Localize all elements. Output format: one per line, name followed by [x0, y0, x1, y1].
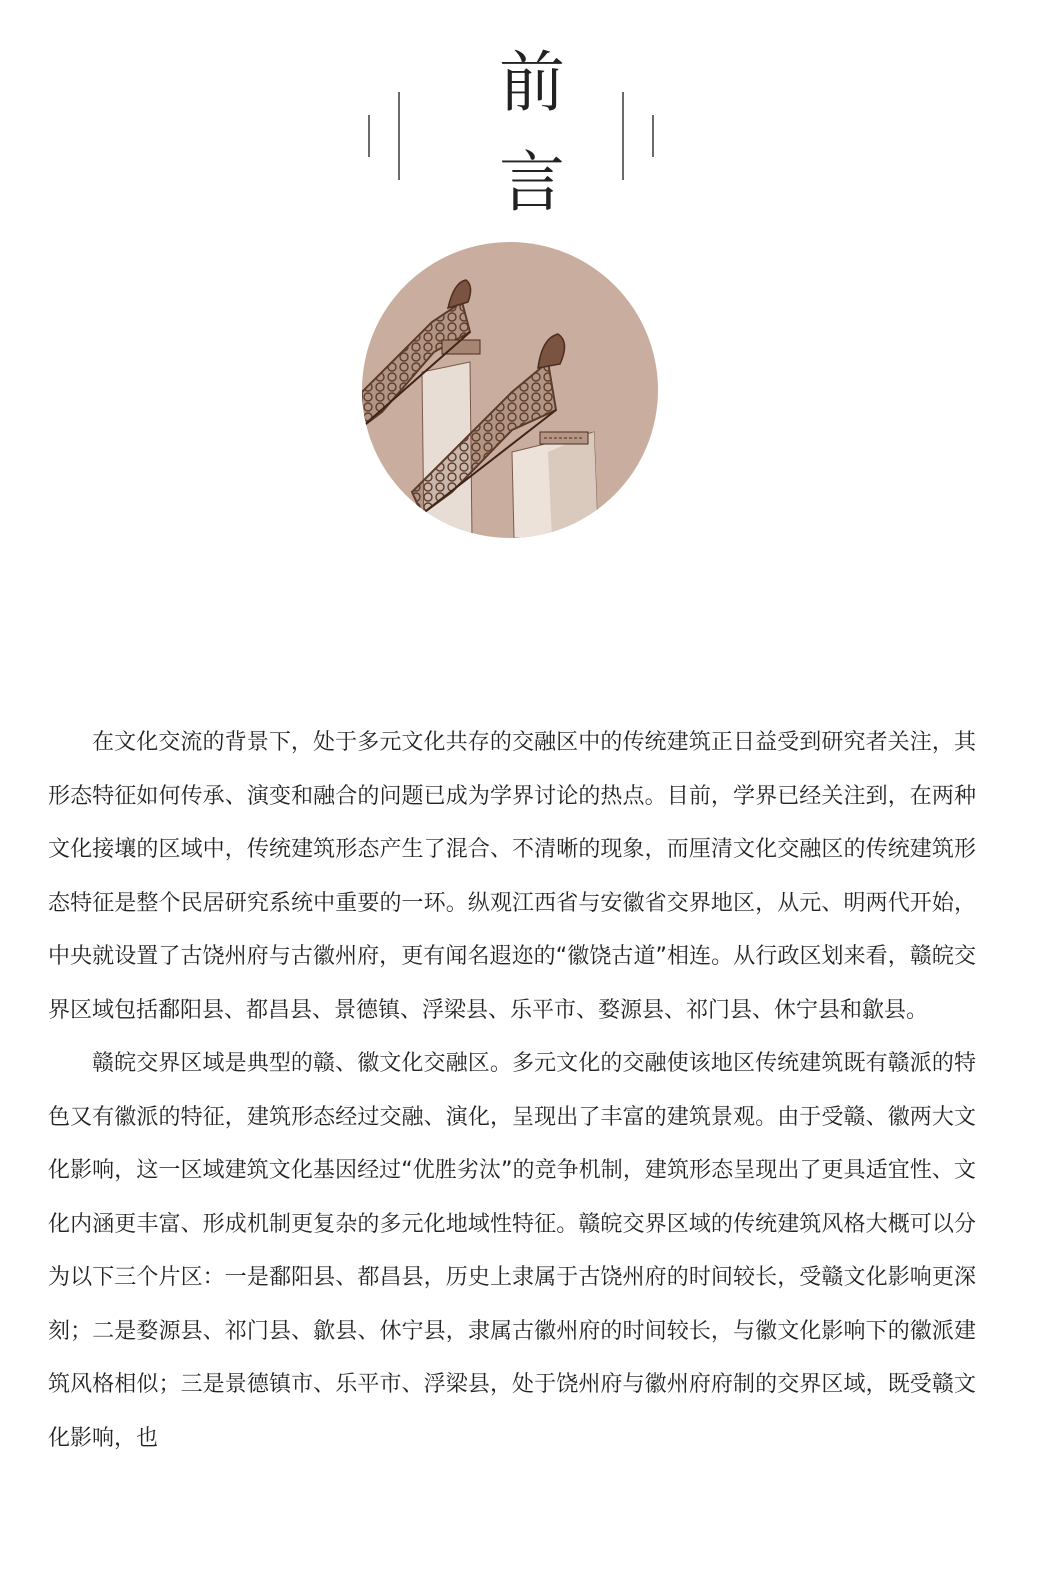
paragraph-2: 赣皖交界区域是典型的赣、徽文化交融区。多元文化的交融使该地区传统建筑既有赣派的特色又有徽派的特征，建筑形态经过交融、演化，呈现出了丰富的建筑景观。由于受赣、徽两大文化影响，这一区域建筑文化基因经过“优胜劣汰”的竞争机制，建筑形态呈现出了更具适宜性、文化内涵更丰富、形成机制更复杂的多元化地域性特征。赣皖交界区域的传统建筑风格大概可以分为以下三个片区：一是鄱阳县、都昌县，历史上隶属于古饶州府的时间较长，受赣文化影响更深刻；二是婺源县、祁门县、歙县、休宁县，隶属古徽州府的时间较长，与徽文化影响下的徽派建筑风格相似；三是景德镇市、乐平市、浮梁县，处于饶州府与徽州府府制的交界区域，既受赣文化影响，也 [48, 1051, 976, 1451]
title-char-2: 言 [499, 144, 565, 221]
eaves-icon [362, 242, 658, 538]
right-inner-line [622, 92, 624, 180]
hui-style-eaves-illustration [362, 242, 658, 538]
title-char-1: 前 [499, 44, 565, 121]
body-text [48, 716, 976, 1465]
title-block [0, 0, 1064, 240]
paragraph-1: 在文化交流的背景下，处于多元文化共存的交融区中的传统建筑正日益受到研究者关注，其形态特征如何传承、演变和融合的问题已成为学界讨论的热点。目前，学界已经关注到，在两种文化接壤的区域中，传统建筑形态产生了混合、不清晰的现象，而厘清文化交融区的传统建筑形态特征是整个民居研究系统中重要的一环。纵观江西省与安徽省交界地区，从元、明两代开始，中央就设置了古饶州府与古徽州府，更有闻名遐迩的“徽饶古道”相连。从行政区划来看，赣皖交界区域包括鄱阳县、都昌县、景德镇、浮梁县、乐平市、婺源县、祁门县、休宁县和歙县。 [48, 730, 976, 1023]
right-outer-line [652, 115, 654, 157]
